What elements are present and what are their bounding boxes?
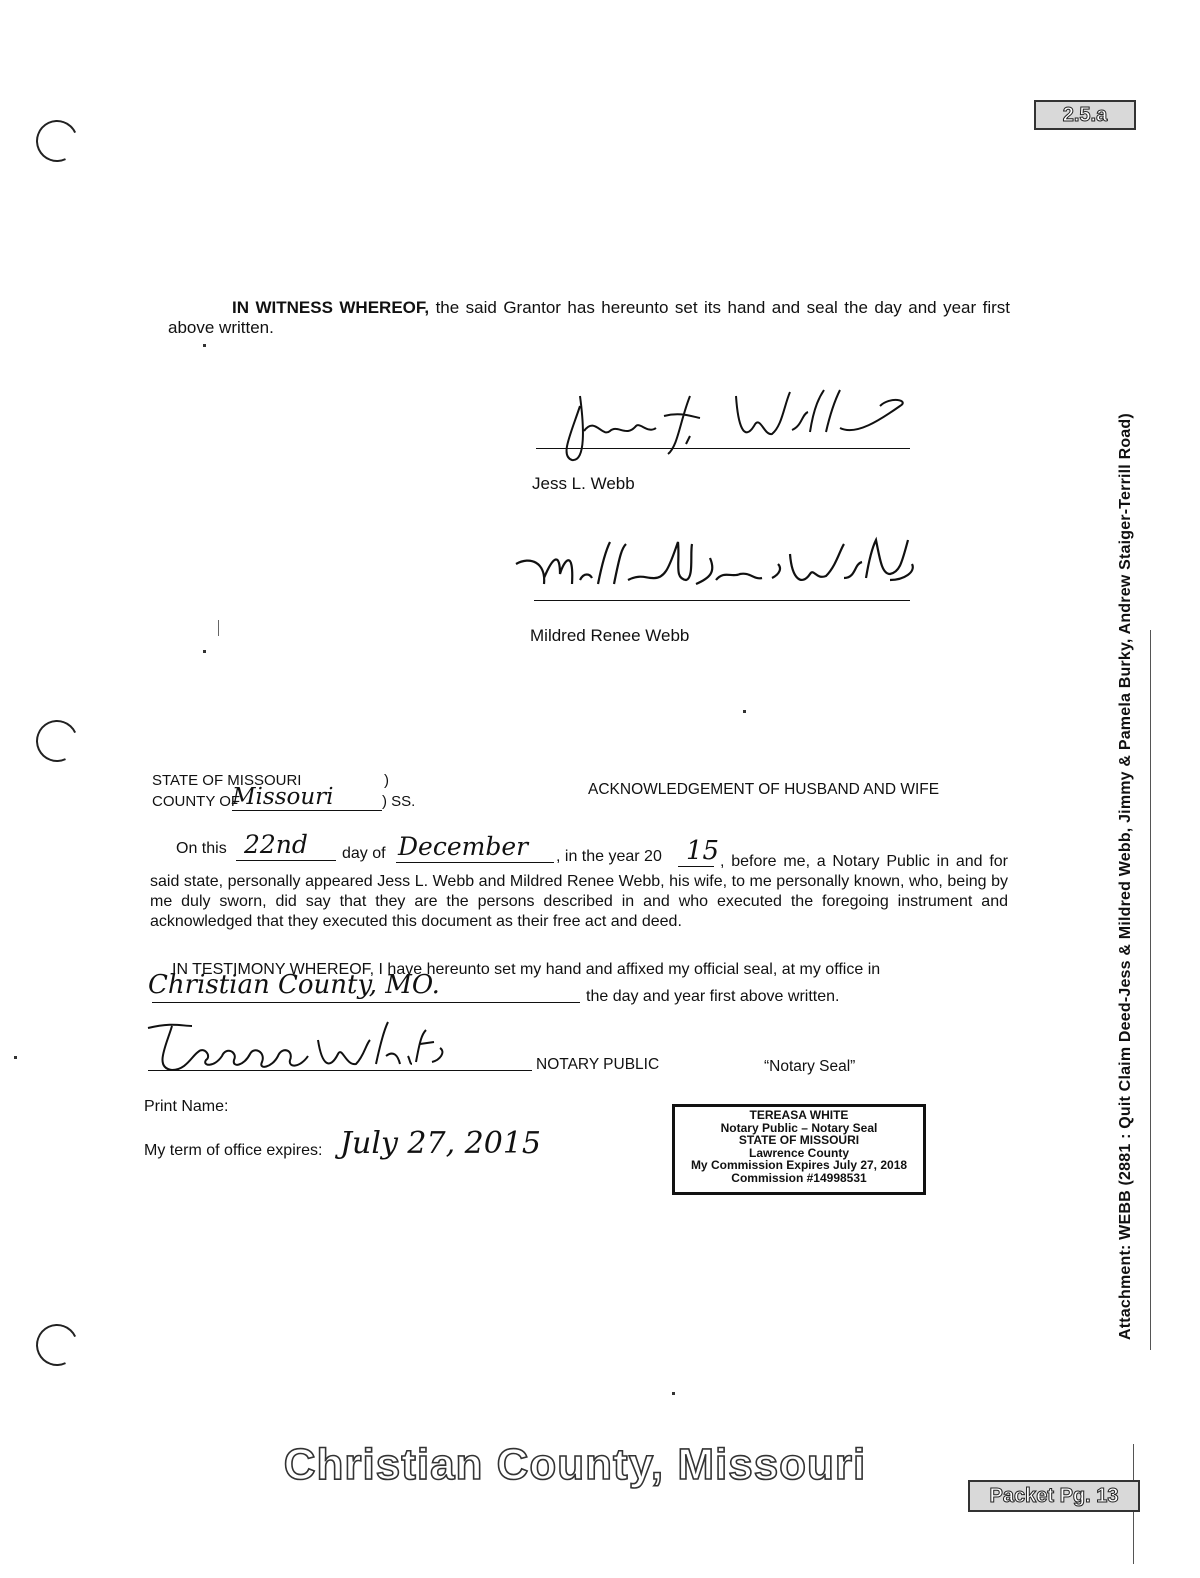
witness-text: the said Grantor has hereunto set its hand and seal the day and year first above written. [168, 298, 1010, 337]
speck [203, 650, 206, 653]
notary-signature-line [148, 1070, 532, 1071]
attachment-side-label: Attachment: WEBB (2881 : Quit Claim Deed-Jess & Mildred Webb, Jimmy & Pamela Burky, Andrew Staiger-Terrill Road) [1117, 413, 1134, 1340]
signature-mildred-webb [510, 534, 930, 614]
county-value: Missouri [232, 784, 334, 810]
term-value: July 27, 2015 [340, 1126, 542, 1161]
county-label: COUNTY OF [152, 793, 241, 810]
signer-2-name: Mildred Renee Webb [530, 626, 690, 645]
page-badge: 2.5.a [1034, 100, 1136, 130]
ack-month-value: December [398, 832, 529, 861]
signature-line-1 [536, 448, 910, 449]
speck [743, 710, 746, 713]
witness-lead: IN WITNESS WHEREOF, [232, 298, 430, 317]
testimony-text: IN TESTIMONY WHEREOF, I have hereunto set my hand and affixed my official seal, at my office in [172, 961, 881, 978]
speck [218, 620, 219, 636]
print-name-label: Print Name: [144, 1098, 229, 1115]
state-label: STATE OF MISSOURI [152, 772, 302, 789]
speck [14, 1056, 17, 1059]
ack-day-value: 22nd [244, 830, 308, 859]
ss-label: ) SS. [382, 793, 416, 810]
venue-paren: ) [384, 772, 389, 789]
seal-line-expiry: My Commission Expires July 27, 2018 [690, 1158, 908, 1172]
signature-line-2 [534, 600, 910, 601]
footer-title: Christian County, Missouri [283, 1440, 867, 1489]
margin-line [1150, 630, 1151, 1350]
speck [203, 344, 206, 347]
speck [672, 1392, 675, 1395]
testimony-place: Christian County, MO. [148, 970, 440, 1000]
acknowledgement-title: ACKNOWLEDGEMENT OF HUSBAND AND WIFE [588, 781, 940, 798]
signature-jess-webb [540, 376, 920, 466]
term-label: My term of office expires: [144, 1142, 323, 1159]
ack-year-value: 15 [686, 836, 720, 866]
testimony-place-line [152, 1002, 580, 1003]
ack-day-of: day of [342, 845, 386, 862]
seal-line-state: STATE OF MISSOURI [738, 1133, 860, 1147]
seal-line-commission: Commission #14998531 [731, 1170, 867, 1185]
notary-public-label: NOTARY PUBLIC [536, 1056, 660, 1073]
punch-hole-bottom [30, 1318, 84, 1372]
notary-seal-stamp [672, 1104, 926, 1195]
county-line [232, 810, 382, 811]
testimony-tail: the day and year first above written. [586, 988, 840, 1005]
ack-paragraph: , before me, a Notary Public in and for said state, personally appeared Jess L. Webb and Mildred Renee Webb, his wife, to me personally known, who, being by me duly sworn, did say that they are the persons described in and who executed the foregoing instrument and acknowledged that they executed this document as their free act and deed. [150, 853, 1008, 930]
packet-page-badge: Packet Pg. 13 [968, 1480, 1140, 1512]
ack-in-year: , in the year 20 [556, 848, 662, 865]
seal-line-title: Notary Public – Notary Seal [720, 1120, 878, 1135]
seal-line-name: TEREASA WHITE [749, 1108, 849, 1122]
witness-paragraph [168, 298, 1010, 338]
punch-hole-top [30, 114, 84, 168]
signer-1-name: Jess L. Webb [532, 474, 635, 493]
seal-line-county: Lawrence County [748, 1145, 850, 1160]
punch-hole-middle [30, 714, 84, 768]
ack-on-this: On this [176, 840, 227, 857]
notary-seal-label: “Notary Seal” [764, 1058, 856, 1075]
